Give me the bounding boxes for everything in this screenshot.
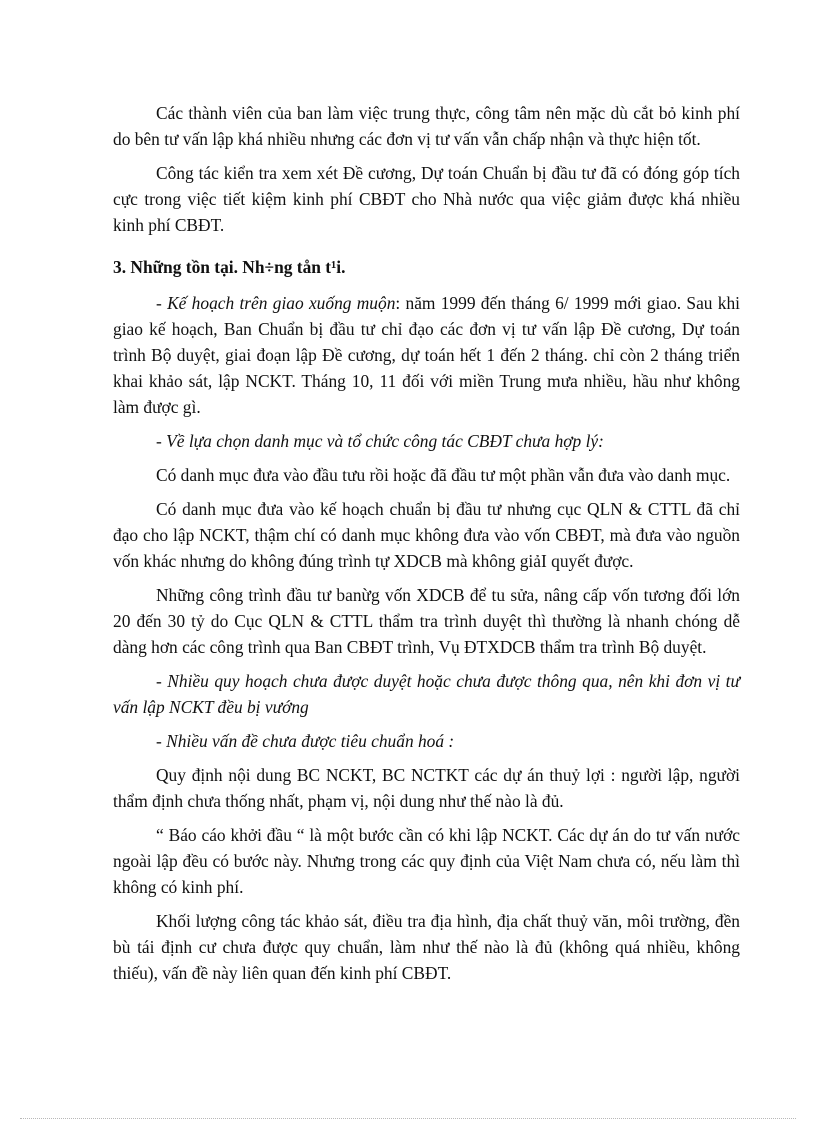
paragraph-report-content: Quy định nội dung BC NCKT, BC NCTKT các dự án thuỷ lợi : người lập, người thẩm định chưa thống nhất, phạm vị, nội dung như thế nào là đủ. (113, 765, 740, 811)
italic-planning-not-approved: - Nhiều quy hoạch chưa được duyệt hoặc chưa được thông qua, nên khi đơn vị tư vấn lập NCKT đều bị vướng (113, 671, 740, 717)
page-bottom-divider (20, 1118, 796, 1119)
paragraph-already-invested: Có danh mục đưa vào đầu tưu rồi hoặc đã đầu tư một phần vẫn đưa vào danh mục. (156, 465, 731, 485)
late-plan-lead: - Kế hoạch trên giao xuống muộn (156, 293, 396, 313)
paragraph-directed-projects: Có danh mục đưa vào kế hoạch chuẩn bị đầu tư nhưng cục QLN & CTTL đã chỉ đạo cho lập NCKT, thậm chí có danh mục không đưa vào vốn CBĐT, mà đưa vào nguồn vốn khác nhưng do không đúng trình tự XDCB mà không giảI quyết được. (113, 499, 740, 571)
late-plan-text: : năm 1999 đến tháng 6/ 1999 mới giao. Sau khi giao kế hoạch, Ban Chuẩn bị đầu tư chỉ đạo các đơn vị tư vấn lập Đề cương, Dự toán trình Bộ duyệt, giai đoạn lập Đề cương, dự toán hết 1 đến 2 tháng. chỉ còn 2 tháng triển khai khảo sát, lập NCKT. Tháng 10, 11 đối với miền Trung mưa nhiều, hầu như không làm được gì. (113, 293, 740, 417)
paragraph-council-members: Các thành viên của ban làm việc trung thực, công tâm nên mặc dù cắt bỏ kinh phí do bên tư vấn lập khá nhiều nhưng các đơn vị tư vấn vẫn chấp nhận và thực hiện tốt. (113, 103, 740, 149)
paragraph-xdcb-projects: Những công trình đầu tư banừg vốn XDCB để tu sửa, nâng cấp vốn tương đối lớn 20 đến 30 tỷ do Cục QLN & CTTL thẩm tra trình duyệt thì thường là nhanh chóng dễ dàng hơn các công trình qua Ban CBĐT trình, Vụ ĐTXDCB thẩm tra trình Bộ duyệt. (113, 585, 740, 657)
section-heading: 3. Những tồn tại. Nh÷ng tån t¹i. (113, 257, 346, 277)
paragraph-survey-volume: Khối lượng công tác khảo sát, điều tra địa hình, địa chất thuỷ văn, môi trường, đền bù tái định cư chưa được quy chuẩn, làm như thế nào là đủ (không quá nhiều, không thiếu), vấn đề này liên quan đến kinh phí CBĐT. (113, 911, 740, 983)
paragraph-inspection-work: Công tác kiển tra xem xét Đề cương, Dự toán Chuẩn bị đầu tư đã có đóng góp tích cực trong việc tiết kiệm kinh phí CBĐT cho Nhà nước qua việc giảm được khá nhiều kinh phí CBĐT. (113, 163, 740, 235)
paragraph-late-plan (113, 290, 740, 420)
paragraph-inception-report: “ Báo cáo khởi đầu “ là một bước cần có khi lập NCKT. Các dự án do tư vấn nước ngoài lập đều có bước này. Nhưng trong các quy định của Việt Nam chưa có, nếu làm thì không có kinh phí. (113, 825, 740, 897)
document-page (113, 100, 740, 994)
italic-not-standardized: - Nhiều vấn đề chưa được tiêu chuẩn hoá : (156, 731, 455, 751)
selection-subheading: - Về lựa chọn danh mục và tổ chức công tác CBĐT chưa hợp lý: (156, 431, 604, 451)
